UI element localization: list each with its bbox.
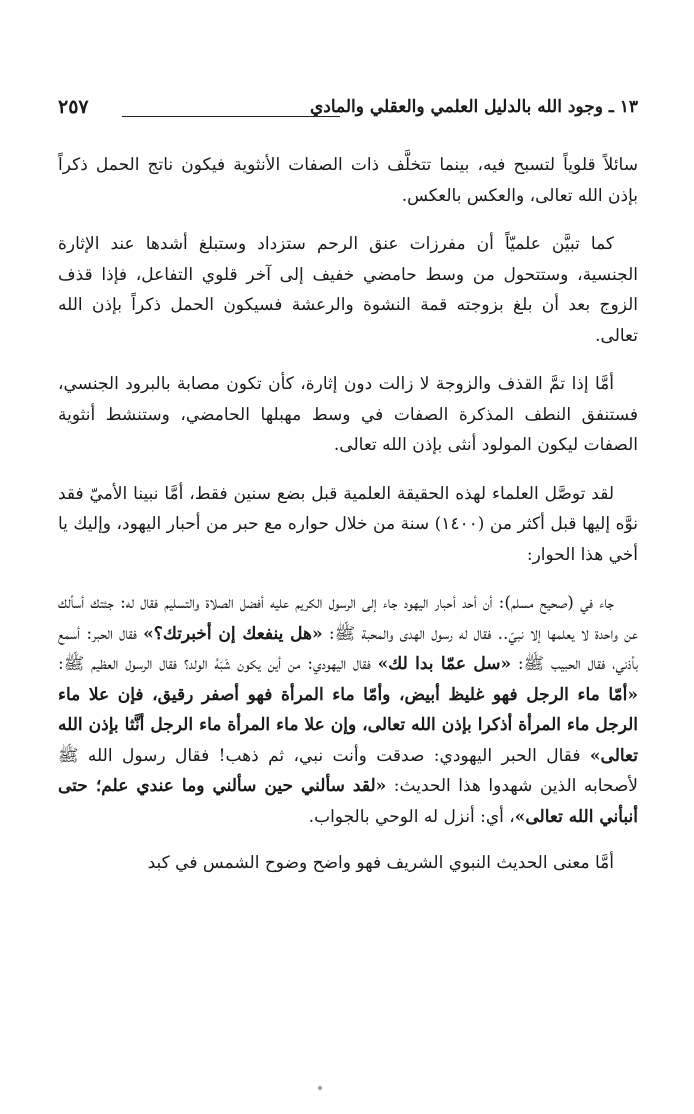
page-number: ٢٥٧ <box>58 96 89 118</box>
hadith-text-2: فقال الحبر: أسمع بأذني، فقال الحبيب ﷺ: <box>58 623 639 674</box>
hadith-quote-4: «لقد سألني حين سألني وما عندي علم؛ حتى أنبأني الله تعالى» <box>58 776 638 827</box>
header-rule <box>122 116 340 117</box>
hadith-quote-1: «هل ينفعك إن أخبرتك؟» <box>143 623 323 644</box>
hadith-text-3: فقال اليهودي: من أين يكون شَبَهُ الولد؟ فقال الرسول العظيم ﷺ: <box>58 654 378 674</box>
paragraph-4: لقد توصَّل العلماء لهذه الحقيقة العلمية قبل بضع سنين فقط، أمَّا نبينا الأميّ فقد نوَّه إليها قبل أكثر من (١٤٠٠) سنة من خلال حواره مع حبر من أحبار اليهود، وإليك يا أخي هذا الحوار: <box>58 483 638 565</box>
ink-dot <box>318 1086 322 1090</box>
hadith-text-5: ، أي: أنزل له الوحي بالجواب. <box>308 806 515 827</box>
paragraph-1: سائلاً قلوياً لتسبح فيه، بينما تتخلَّف ذات الصفات الأنثوية فيكون ناتج الحمل ذكراً بإذن الله تعالى، والعكس بالعكس. <box>58 155 638 206</box>
hadith-quote-3: «أمّا ماء الرجل فهو غليظ أبيض، وأمّا ماء المرأة فهو أصفر رقيق، فإن علا ماء الرجل ماء المرأة أذكرا بإذن الله تعالى، وإن علا ماء المرأة ماء الرجل أنَّثا بإذن الله تعالى» <box>58 684 638 766</box>
page-header <box>58 94 638 126</box>
paragraph-6: أمَّا معنى الحديث النبوي الشريف فهو واضح وضوح الشمس في كبد <box>147 853 614 873</box>
hadith-text-4: فقال الحبر اليهودي: صدقت وأنت نبي، ثم ذهب! فقال رسول الله ﷺ لأصحابه الذين شهدوا هذا الحديث: <box>58 745 638 796</box>
body-text <box>58 150 638 897</box>
hadith-quote-2: «سل عمّا بدا لك» <box>377 654 512 674</box>
chapter-title: ١٣ ـ وجود الله بالدليل العلمي والعقلي والمادي <box>309 97 638 117</box>
paragraph-3: أمَّا إذا تمَّ القذف والزوجة لا زالت دون إثارة، كأن تكون مصابة بالبرود الجنسي، فستنفق النطف المذكرة الصفات في وسط مهبلها الحامضي، وستنشط أنثوية الصفات ليكون المولود أنثى بإذن الله تعالى. <box>58 374 638 455</box>
hadith-text-1: جاء في (صحيح مسلم): أن أحد أحبار اليهود جاء إلى الرسول الكريم عليه أفضل الصلاة والتسليم فقال له: جئتك أسألك عن واحدة لا يعلمها إلا نبيّ.. فقال له رسول الهدى والمحبة ﷺ: <box>58 593 638 644</box>
hadith-paragraph <box>58 588 638 832</box>
paragraph-2: كما تبيَّن علميّاً أن مفرزات عنق الرحم ستزداد وستبلغ أشدها عند الإثارة الجنسية، وستتحول من وسط حامضي خفيف إلى آخر قلوي التفاعل، فإذا قذف الزوج بعد أن بلغ بزوجته قمة النشوة والرعشة فسيكون الحمل ذكراً بإذن الله تعالى. <box>58 234 638 346</box>
